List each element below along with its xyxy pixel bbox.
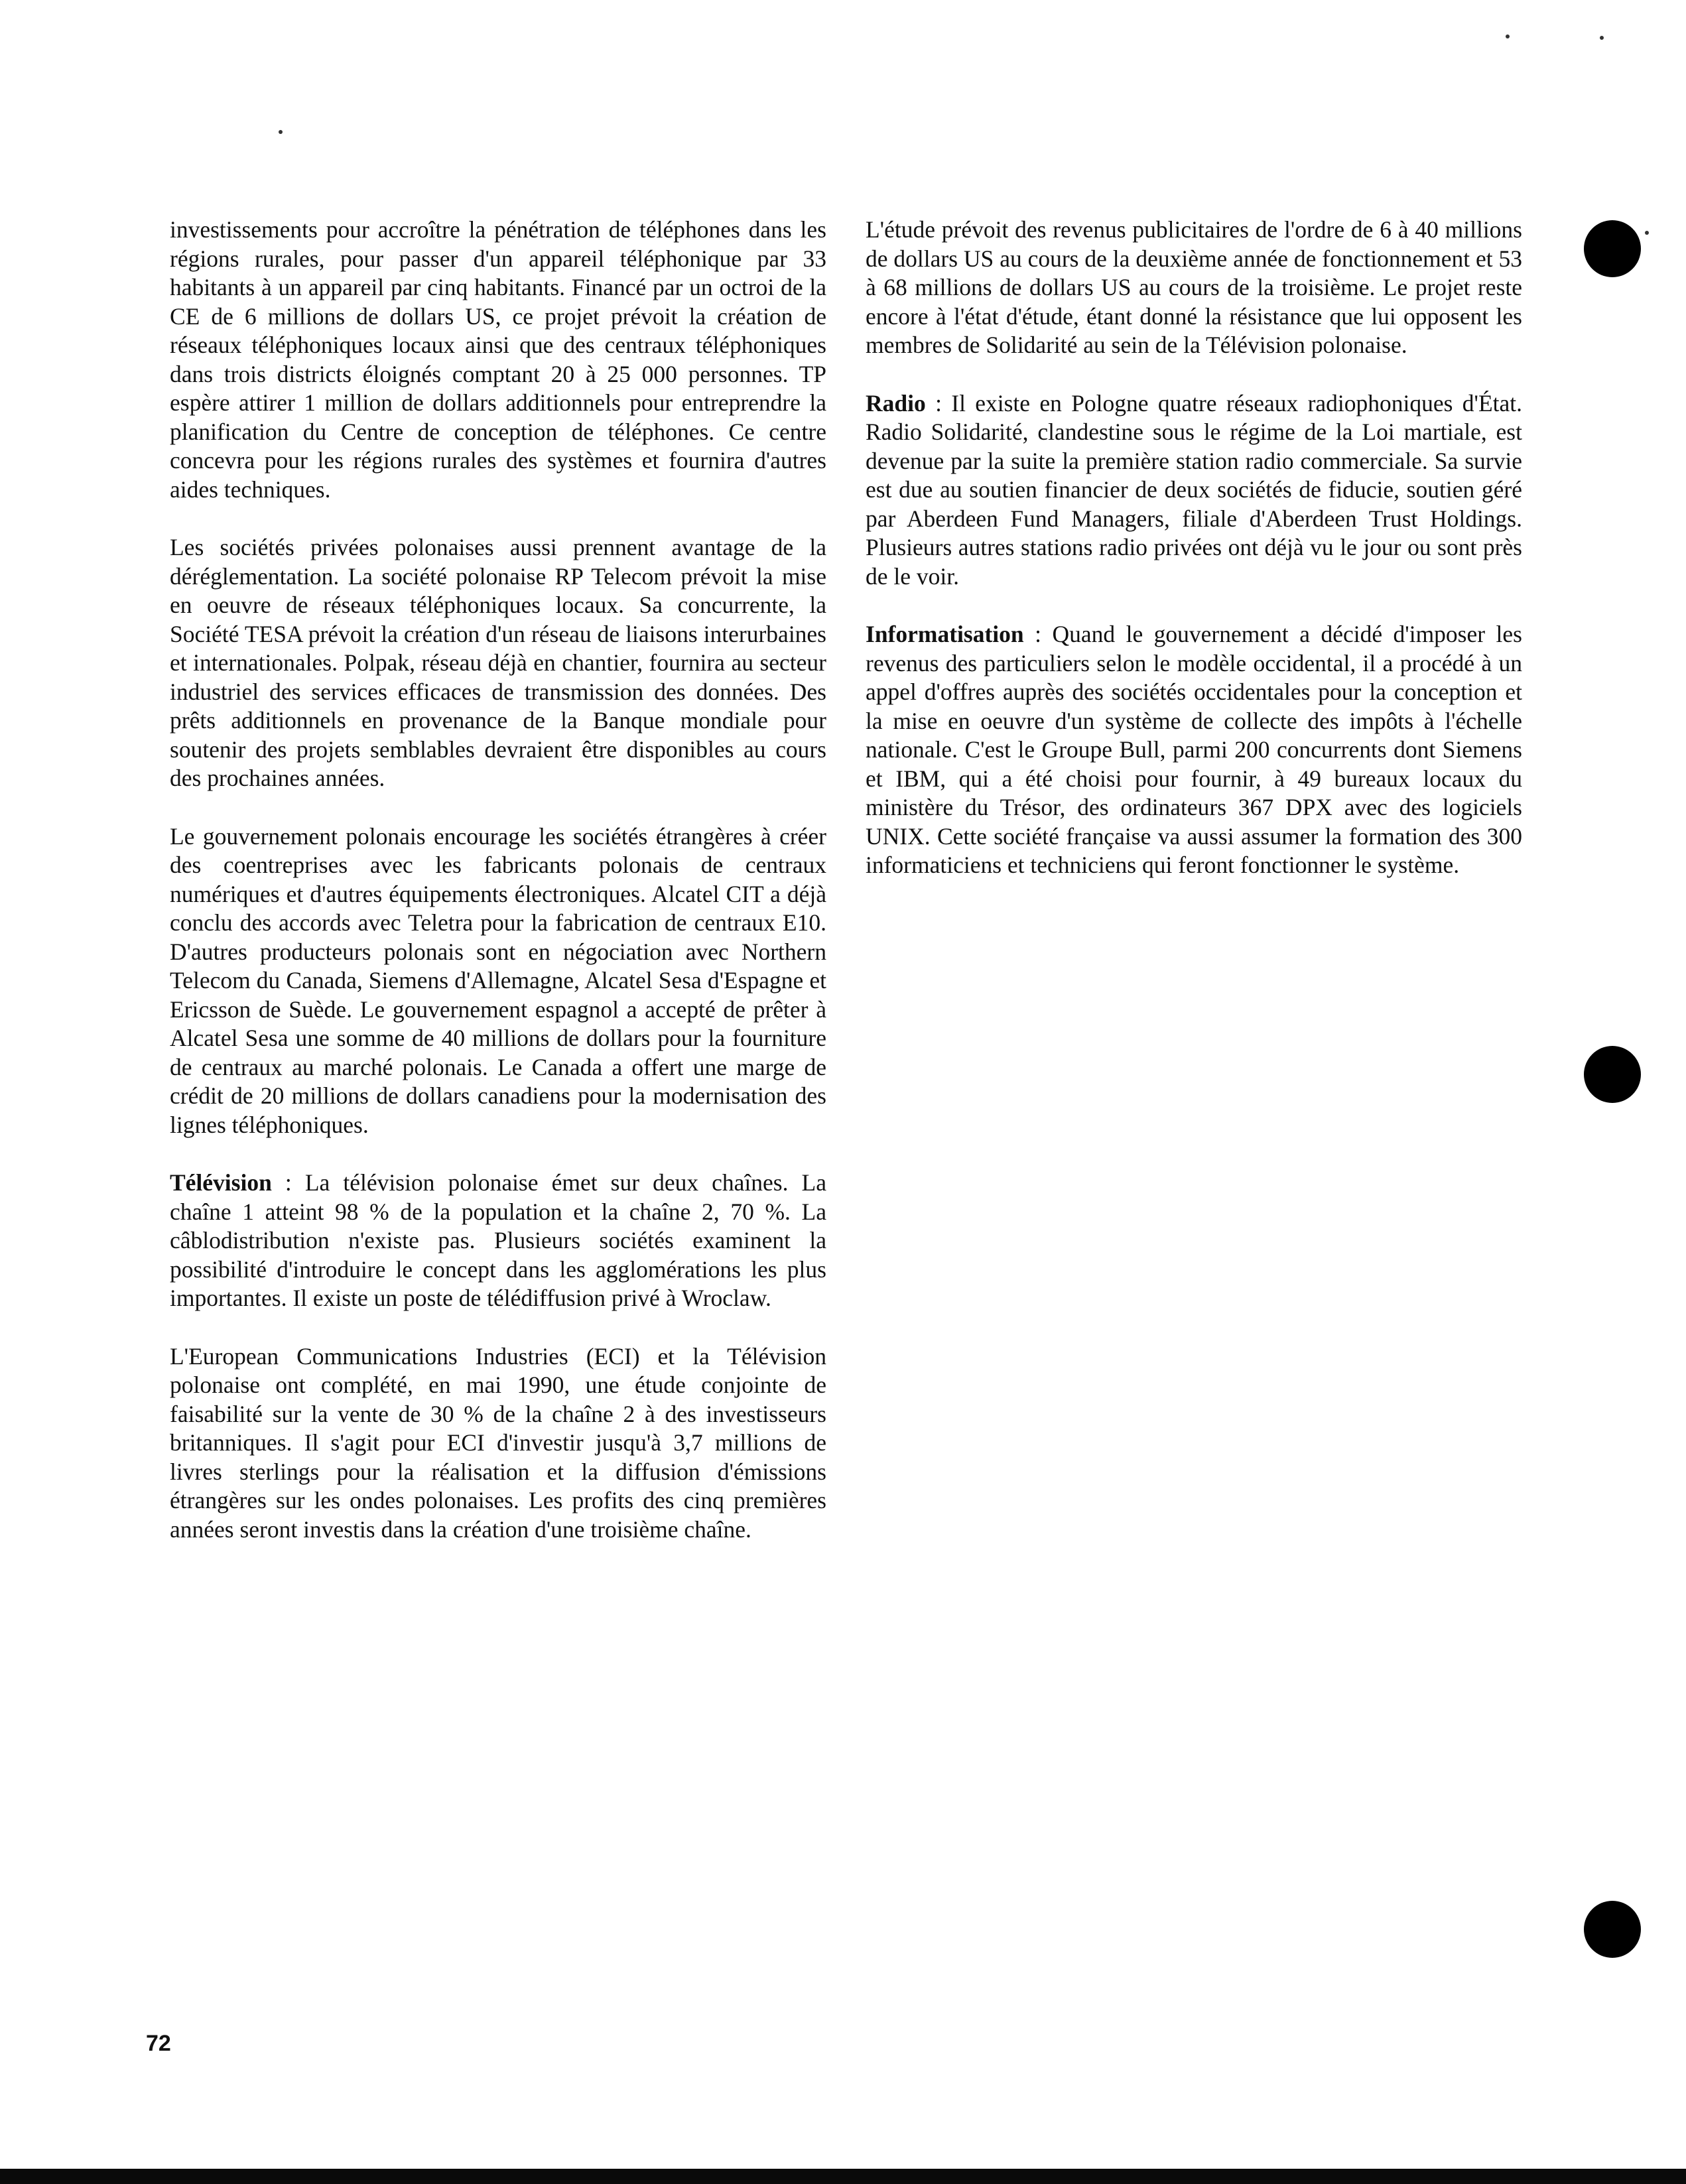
paragraph-joint-ventures [170, 822, 826, 1140]
paragraph-text: Le gouvernement polonais encourage les sociétés étrangères à créer des coentreprises avec les fabricants polonais de centraux numériques et d'autres équipements électroniques. Alcatel CIT a déjà conclu des accords avec Teletra pour la fabrication de centraux E10. D'autres producteurs polonais sont en négociation avec Northern Telecom du Canada, Siemens d'Allemagne, Alcatel Sesa d'Espagne et Ericsson de Suède. Le gouvernement espagnol a accepté de prêter à Alcatel Sesa une somme de 40 millions de dollars pour la fourniture de centraux au marché polonais. Le Canada a offert une marge de crédit de 20 millions de dollars canadiens pour la modernisation des lignes téléphoniques. [170, 822, 826, 1138]
left-column [170, 216, 826, 1573]
paragraph-text: : La télévision polonaise émet sur deux chaînes. La chaîne 1 atteint 98 % de la population et la chaîne 2, 70 %. La câblodistribution n'existe pas. Plusieurs sociétés examinent la possibilité d'introduire le concept dans les agglomérations les plus importantes. Il existe un poste de télédiffusion privé à Wroclaw. [170, 1169, 826, 1311]
section-heading-informatisation: Informatisation [866, 621, 1024, 647]
scan-speck [1645, 231, 1649, 235]
paragraph-text: : Quand le gouvernement a décidé d'imposer les revenus des particuliers selon le modèle occidental, il a procédé à un appel d'offres auprès des sociétés occidentales pour la conception et la mise en oeuvre d'un système de collecte des impôts à l'échelle nationale. C'est le Groupe Bull, parmi 200 concurrents dont Siemens et IBM, qui a été choisi pour fournir, à 49 bureaux locaux du ministère du Trésor, des ordinateurs 367 DPX avec des logiciels UNIX. Cette société française va aussi assumer la formation des 300 informaticiens et techniciens qui feront fonctionner le système. [866, 621, 1522, 878]
scan-bottom-edge [0, 2169, 1686, 2184]
paragraph-advertising-revenue [866, 216, 1522, 360]
page-number: 72 [146, 2031, 171, 2056]
paragraph-text: L'étude prévoit des revenus publicitaires de l'ordre de 6 à 40 millions de dollars US au cours de la deuxième année de fonctionnement et 53 à 68 millions de dollars US au cours de la troisième. Le projet reste encore à l'état d'étude, étant donné la résistance que lui opposent les membres de Solidarité au sein de la Télévision polonaise. [866, 216, 1522, 358]
punch-hole-bottom [1584, 1901, 1641, 1958]
scan-speck [279, 130, 283, 134]
scan-speck [1600, 36, 1604, 40]
scan-speck [1506, 34, 1510, 38]
paragraph-informatisation [866, 620, 1522, 880]
paragraph-eci-study [170, 1342, 826, 1545]
paragraph-rural-telephony [170, 216, 826, 504]
paragraph-text: : Il existe en Pologne quatre réseaux radiophoniques d'État. Radio Solidarité, clandestine sous le régime de la Loi martiale, est devenue par la suite la première station radio commerciale. Sa survie est due au soutien financier de deux sociétés de fiducie, soutien géré par Aberdeen Fund Managers, filiale d'Aberdeen Trust Holdings. Plusieurs autres stations radio privées ont déjà vu le jour ou sont près de le voir. [866, 389, 1522, 590]
paragraph-text: Les sociétés privées polonaises aussi prennent avantage de la déréglementation. La société polonaise RP Telecom prévoit la mise en oeuvre de réseaux téléphoniques locaux. Sa concurrente, la Société TESA prévoit la création d'un réseau de liaisons interurbaines et internationales. Polpak, réseau déjà en chantier, fournira au secteur industriel des services efficaces de transmission des données. Des prêts additionnels en provenance de la Banque mondiale pour soutenir des projets semblables devraient être disponibles au cours des prochaines années. [170, 534, 826, 791]
section-heading-radio: Radio [866, 389, 926, 417]
paragraph-private-companies [170, 533, 826, 793]
paragraph-text: L'European Communications Industries (ECI) et la Télévision polonaise ont complété, en mai 1990, une étude conjointe de faisabilité sur la vente de 30 % de la chaîne 2 à des investisseurs britanniques. Il s'agit pour ECI d'investir jusqu'à 3,7 millions de livres sterlings pour la réalisation et la diffusion d'émissions étrangères sur les ondes polonaises. Les profits des cinq premières années seront investis dans la création d'une troisième chaîne. [170, 1342, 826, 1543]
paragraph-radio [866, 389, 1522, 592]
right-column [866, 216, 1522, 909]
paragraph-television [170, 1169, 826, 1313]
paragraph-text: investissements pour accroître la pénétration de téléphones dans les régions rurales, pour passer d'un appareil téléphonique par 33 habitants à un appareil par cinq habitants. Financé par un octroi de la CE de 6 millions de dollars US, ce projet prévoit la création de réseaux téléphoniques locaux ainsi que des centraux téléphoniques dans trois districts éloignés comptant 20 à 25 000 personnes. TP espère attirer 1 million de dollars additionnels pour entreprendre la planification du Centre de conception de téléphones. Ce centre concevra pour les régions rurales des systèmes et fournira d'autres aides techniques. [170, 216, 826, 503]
punch-hole-top [1584, 220, 1641, 277]
punch-hole-middle [1584, 1046, 1641, 1103]
section-heading-television: Télévision [170, 1169, 272, 1196]
